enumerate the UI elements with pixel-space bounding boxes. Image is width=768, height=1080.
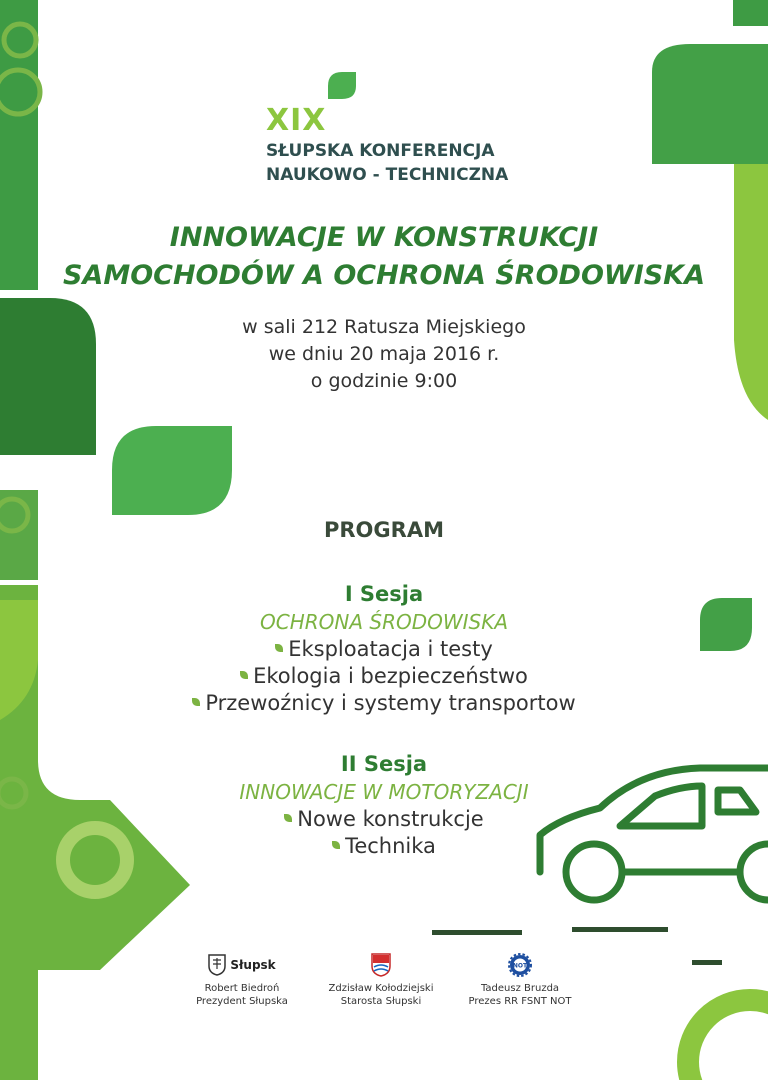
session-topic: OCHRONA ŚRODOWISKA <box>259 610 509 634</box>
conference-name-line2: NAUKOWO - TECHNICZNA <box>266 165 509 185</box>
leaf-bullet-icon <box>332 841 340 849</box>
powiat-crest-icon <box>371 953 391 977</box>
list-item-label: Eksploatacja i testy <box>288 637 493 661</box>
not-logo-text: NOT <box>512 962 528 970</box>
road-line <box>572 927 668 932</box>
list-item-label: Nowe konstrukcje <box>297 807 484 831</box>
slupsk-crest-icon <box>208 954 226 976</box>
right-strip-top <box>733 0 768 26</box>
logo-powiat <box>306 952 456 978</box>
logo-not <box>445 952 595 978</box>
session-2 <box>0 750 768 860</box>
logo-city-name: Słupsk <box>230 957 276 972</box>
list-item <box>0 690 768 717</box>
list-item-label: Ekologia i bezpieczeństwo <box>253 664 528 688</box>
session-topic: INNOWACJE W MOTORYZACJI <box>239 780 529 804</box>
venue-date: we dniu 20 maja 2016 r. <box>268 343 500 365</box>
logo-slupsk <box>167 952 317 978</box>
patron-not <box>445 952 595 1008</box>
patron-name: Zdzisław Kołodziejski <box>328 983 434 994</box>
list-item-label: Technika <box>345 834 436 858</box>
patron-name: Tadeusz Bruzda <box>480 983 560 994</box>
patron-name: Robert Biedroń <box>204 983 280 994</box>
patron-role: Prezes RR FSNT NOT <box>468 996 572 1007</box>
main-title-line2: SAMOCHODÓW A OCHRONA ŚRODOWISKA <box>62 260 705 291</box>
edition-number: XIX <box>266 103 327 138</box>
patron-starost <box>306 952 456 1008</box>
list-item-label: Przewoźnicy i systemy transportow <box>205 691 576 715</box>
road-line <box>432 930 522 935</box>
list-item <box>0 663 768 690</box>
leaf-bullet-icon <box>192 698 200 706</box>
session-title: II Sesja <box>340 752 428 776</box>
venue-room: w sali 212 Ratusza Miejskiego <box>242 316 526 338</box>
patron-mayor <box>167 952 317 1008</box>
leaf-bullet-icon <box>284 814 292 822</box>
list-item <box>0 636 768 663</box>
list-item <box>0 806 768 833</box>
session-1 <box>0 580 768 717</box>
program-heading: PROGRAM <box>324 518 444 542</box>
road-line <box>692 960 722 965</box>
patron-role: Prezydent Słupska <box>196 996 288 1007</box>
list-item <box>0 833 768 860</box>
leaf-small-top <box>328 72 356 99</box>
leaf-bullet-icon <box>275 644 283 652</box>
session-title: I Sesja <box>344 582 424 606</box>
venue-time: o godzinie 9:00 <box>310 370 458 392</box>
main-title-line1: INNOWACJE W KONSTRUKCJI <box>169 222 599 253</box>
conference-name-line1: SŁUPSKA KONFERENCJA <box>266 141 495 161</box>
right-leaf-top <box>652 44 768 164</box>
gear-icon <box>688 1000 768 1080</box>
not-gear-icon <box>508 953 532 977</box>
patron-role: Starosta Słupski <box>340 996 422 1007</box>
leaf-center <box>112 426 232 515</box>
leaf-bullet-icon <box>240 671 248 679</box>
venue-info <box>0 314 768 395</box>
